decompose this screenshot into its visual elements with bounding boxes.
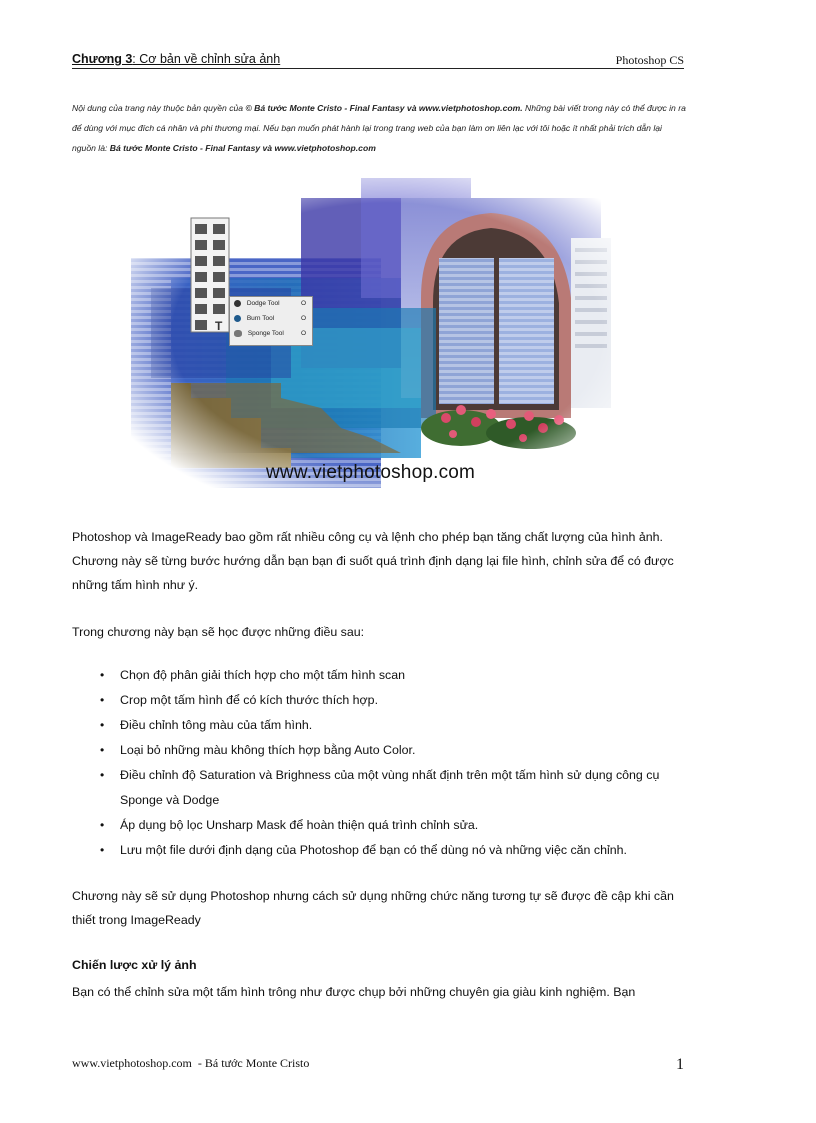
section-paragraph: Bạn có thể chỉnh sửa một tấm hình trông như được chụp bởi những chuyên gia giàu kinh nghiệm. Bạn <box>72 985 636 999</box>
burn-tool-icon <box>234 315 241 322</box>
learning-objectives-list <box>72 663 692 863</box>
tool-flyout-menu <box>229 296 313 346</box>
dodge-tool-key: O <box>300 300 306 307</box>
list-item: • Điều chỉnh độ Saturation và Brighness của một vùng nhất định trên một tấm hình sử dụng công cụ Sponge và Dodge <box>72 763 692 813</box>
lead-paragraph: Trong chương này bạn sẽ học được những điều sau: <box>72 625 365 639</box>
sponge-tool-item[interactable] <box>234 330 310 342</box>
dodge-tool-label: Dodge Tool <box>246 300 280 308</box>
list-item: • Lưu một file dưới định dạng của Photoshop để bạn có thể dùng nó và những việc căn chỉnh. <box>72 838 692 863</box>
list-item: • Điều chỉnh tông màu của tấm hình. <box>72 713 692 738</box>
sponge-tool-label: Sponge Tool <box>247 330 284 338</box>
list-item: • Áp dụng bộ lọc Unsharp Mask để hoàn thiện quá trình chỉnh sửa. <box>72 813 692 838</box>
chapter-name: : Cơ bản về chỉnh sửa ảnh <box>132 52 281 66</box>
sponge-tool-icon <box>234 330 242 337</box>
section-heading: Chiến lược xử lý ảnh <box>72 958 197 972</box>
burn-tool-label: Burn Tool <box>246 315 275 323</box>
footer-site: www.vietphotoshop.com - Bá tước Monte Cristo <box>72 1056 310 1070</box>
dodge-tool-item[interactable] <box>234 300 310 312</box>
copyright-text-2: Những bài viết trong này có thể được in ra để dùng với mục đích cá nhân và phi thương mại. Nếu bạn muốn phát hành lại trong trang web của bạn làm ơn liên lạc với tôi hoặc ít nhất phải trích dẫn lại nguồn là: <box>72 103 686 153</box>
list-item: • Chọn độ phân giải thích hợp cho một tấm hình scan <box>72 663 692 688</box>
page-header <box>72 52 684 69</box>
chapter-title <box>72 52 280 66</box>
burn-tool-item[interactable] <box>234 315 310 327</box>
page-footer <box>72 1056 684 1076</box>
illustration-figure <box>131 178 643 490</box>
copyright-owner-1: © Bá tước Monte Cristo - Final Fantasy và www.vietphotoshop.com. <box>245 103 523 113</box>
page-number: 1 <box>676 1056 684 1073</box>
collage-illustration <box>131 178 643 490</box>
intro-paragraph: Photoshop và ImageReady bao gồm rất nhiều công cụ và lệnh cho phép bạn tăng chất lượng của hình ảnh. Chương này sẽ từng bước hướng dẫn bạn bạn đi suốt quá trình định dạng lại file hình, chỉnh sửa để có được những tấm hình như ý. <box>72 530 674 592</box>
app-name: Photoshop CS <box>615 53 684 67</box>
burn-tool-key: O <box>300 315 306 322</box>
svg-text:T: T <box>215 319 223 333</box>
dodge-tool-icon <box>234 300 241 307</box>
copyright-text-1: Nội dung của trang này thuộc bản quyền của <box>72 103 246 113</box>
chapter-label: Chương 3 <box>72 52 133 66</box>
outro-paragraph: Chương này sẽ sử dụng Photoshop nhưng cách sử dụng những chức năng tương tự sẽ được đề cập khi cần thiết trong ImageReady <box>72 889 674 927</box>
copyright-owner-2: Bá tước Monte Cristo - Final Fantasy và www.vietphotoshop.com <box>109 143 376 153</box>
toolbox-panel <box>191 218 229 333</box>
list-item: • Loại bỏ những màu không thích hợp bằng Auto Color. <box>72 738 692 763</box>
list-item: • Crop một tấm hình để có kích thước thích hợp. <box>72 688 692 713</box>
copyright-notice <box>72 98 688 158</box>
figure-watermark: www.vietphotoshop.com <box>266 462 476 483</box>
sponge-tool-key: O <box>300 330 306 337</box>
